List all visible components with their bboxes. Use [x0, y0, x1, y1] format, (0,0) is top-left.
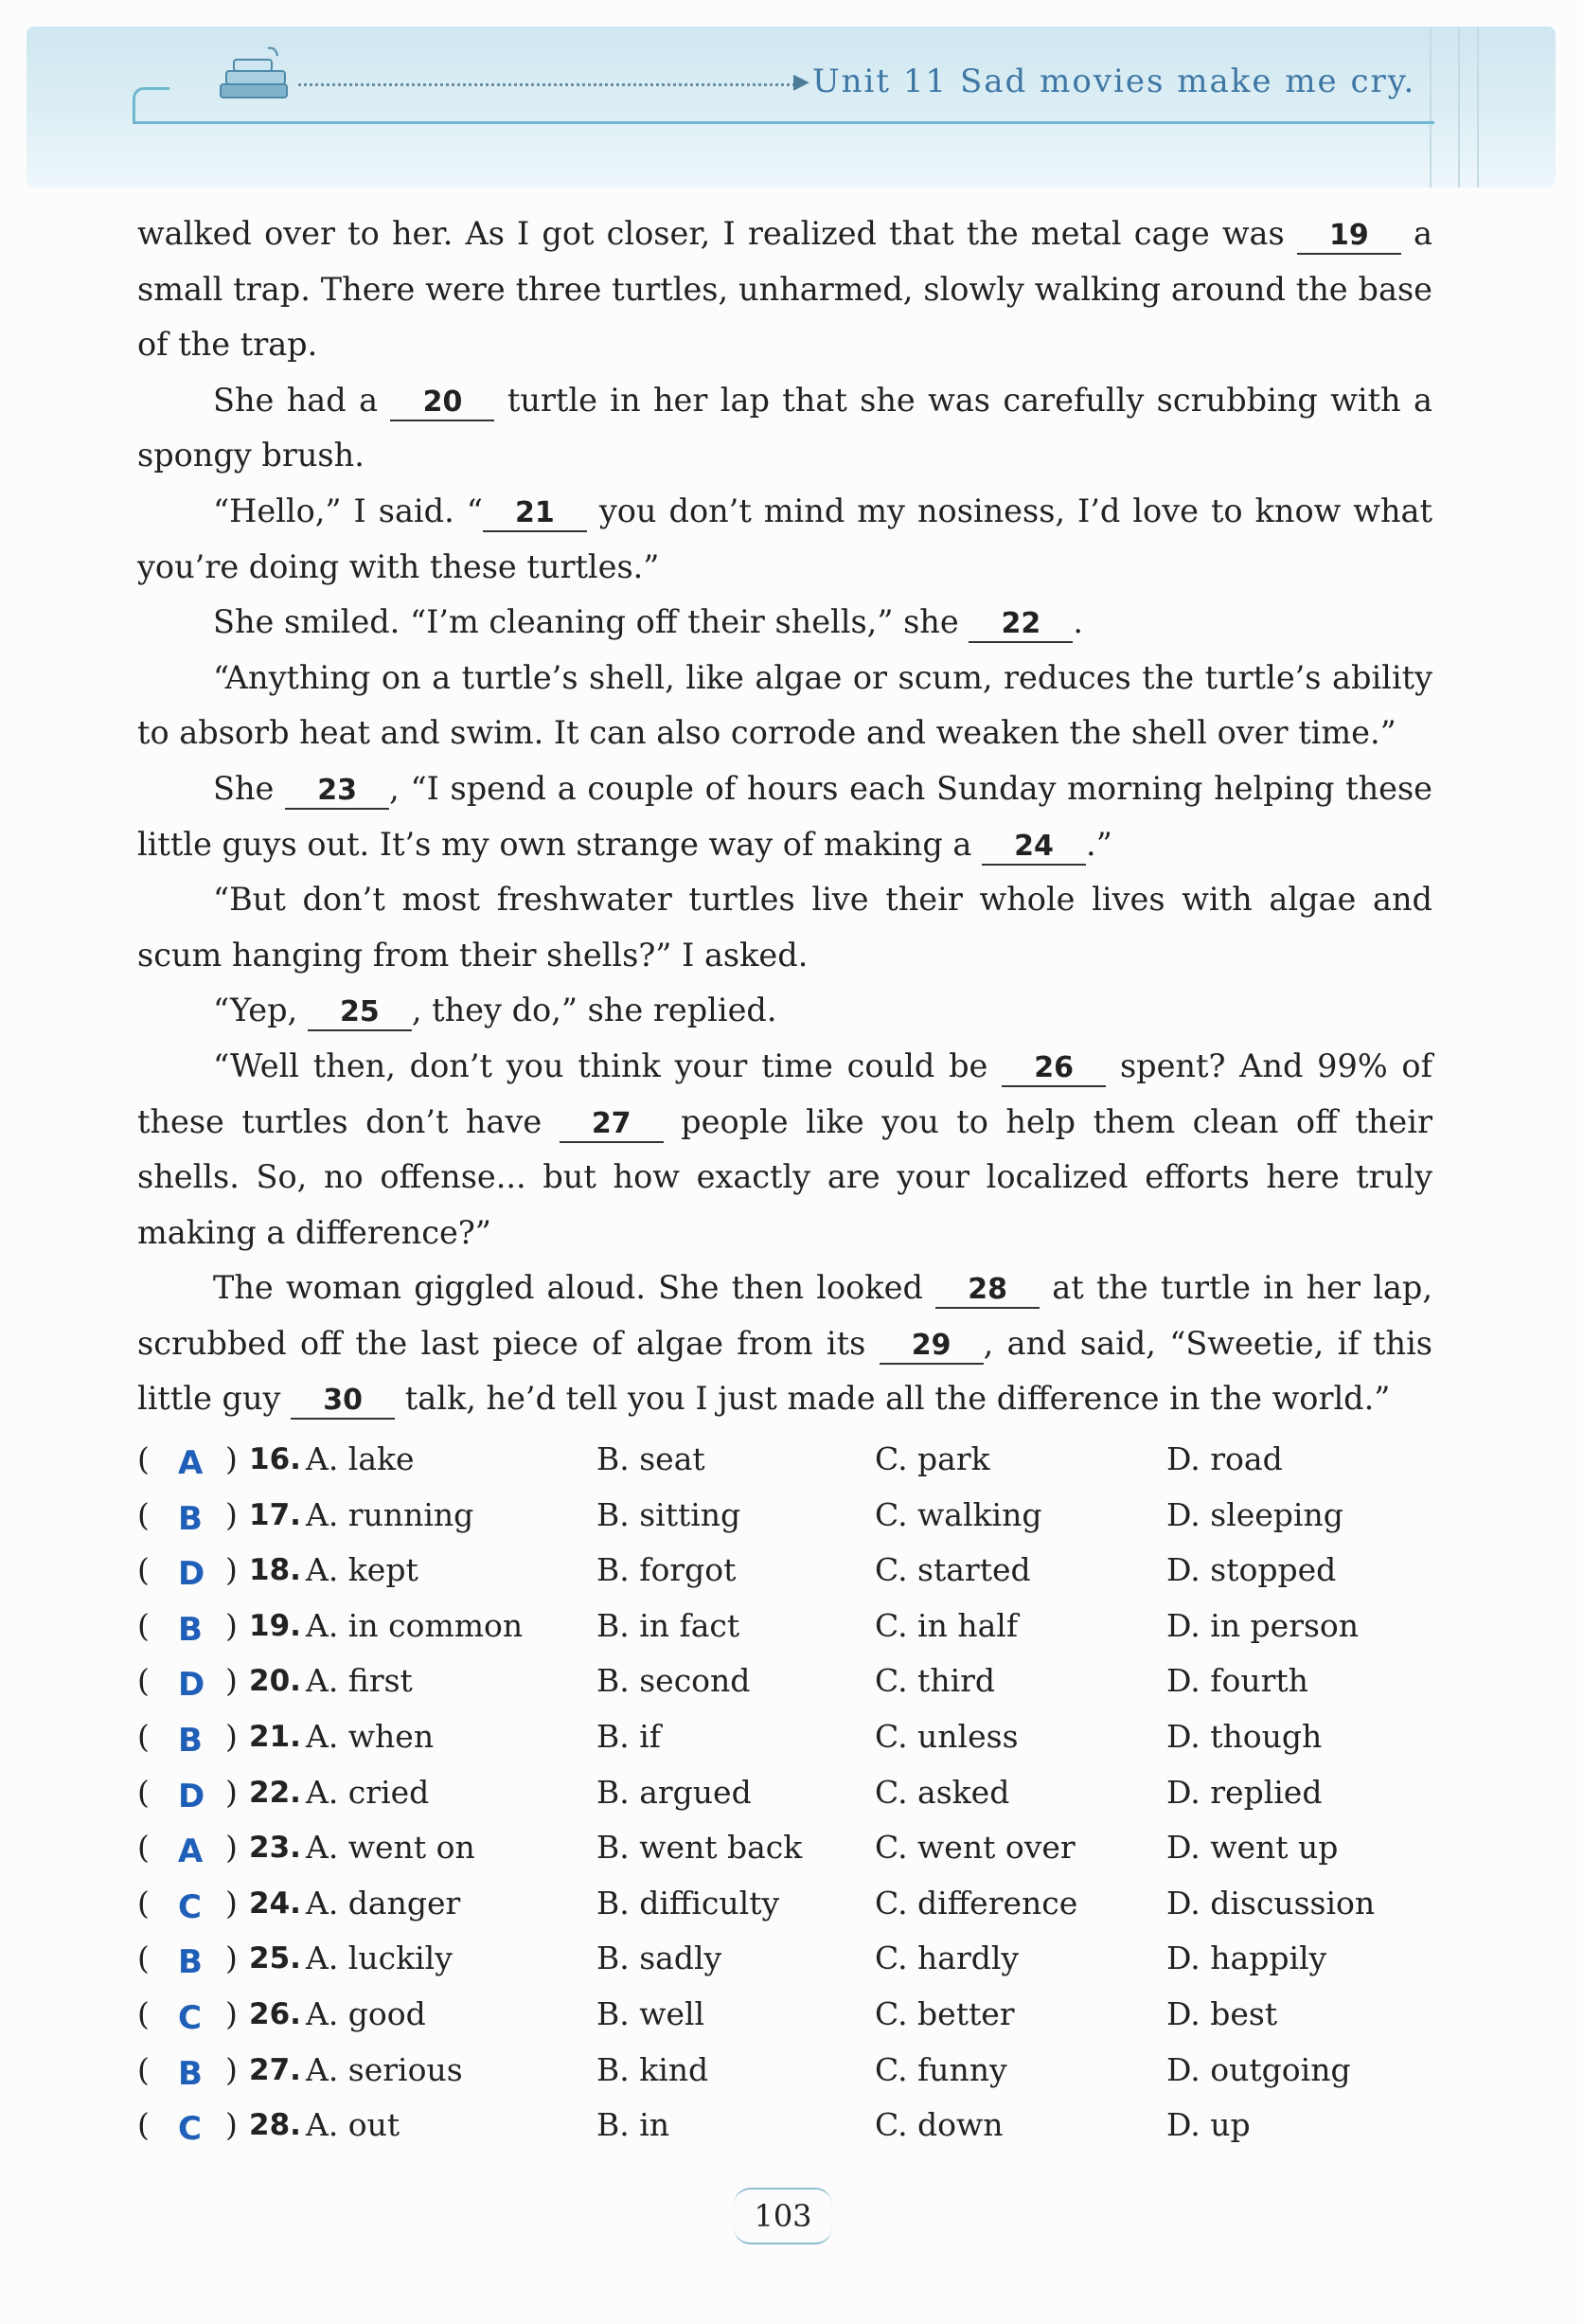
- option-d[interactable]: D. sleeping: [1166, 1495, 1343, 1533]
- question-row: [137, 2044, 1432, 2100]
- passage-text: a small trap. There were three turtles, unharmed, slowly walking around the base of the trap.: [137, 215, 1432, 364]
- open-paren: (: [137, 1662, 150, 1700]
- option-a[interactable]: A. kept: [306, 1551, 418, 1589]
- question-number: 22.: [249, 1775, 301, 1810]
- answer-letter: D: [178, 1555, 205, 1594]
- blank-29[interactable]: 29: [880, 1329, 984, 1365]
- passage-paragraph: [137, 983, 1432, 1039]
- open-paren: (: [137, 2050, 150, 2088]
- close-paren: ): [225, 1440, 238, 1477]
- option-a[interactable]: A. when: [306, 1717, 435, 1755]
- option-b[interactable]: B. in: [596, 2106, 670, 2144]
- question-row: [137, 2099, 1432, 2154]
- open-paren: (: [137, 1440, 150, 1477]
- option-a[interactable]: A. danger: [306, 1884, 461, 1922]
- passage-text: turtle in her lap that she was carefully scrubbing with a spongy brush.: [137, 381, 1432, 474]
- option-b[interactable]: B. if: [596, 1717, 661, 1755]
- option-c[interactable]: C. funny: [875, 2050, 1007, 2088]
- passage-text: She smiled. “I’m cleaning off their shells,” she: [213, 603, 969, 641]
- option-d[interactable]: D. went up: [1166, 1829, 1339, 1867]
- option-a[interactable]: A. out: [306, 2106, 400, 2144]
- option-a[interactable]: A. running: [306, 1495, 474, 1533]
- question-row: [137, 1988, 1432, 2044]
- blank-28[interactable]: 28: [935, 1273, 1040, 1309]
- header-dotted-leader: [298, 83, 795, 86]
- option-b[interactable]: B. second: [596, 1662, 751, 1700]
- close-paren: ): [225, 1829, 238, 1867]
- question-row: [137, 1710, 1432, 1766]
- option-a[interactable]: A. good: [306, 1994, 426, 2032]
- blank-26[interactable]: 26: [1002, 1051, 1106, 1087]
- option-d[interactable]: D. fourth: [1166, 1662, 1308, 1700]
- answer-letter: B: [178, 1610, 203, 1649]
- open-paren: (: [137, 1884, 150, 1922]
- answer-letter: D: [178, 1777, 205, 1815]
- question-number: 24.: [249, 1886, 301, 1921]
- open-paren: (: [137, 1606, 150, 1644]
- option-b[interactable]: B. kind: [596, 2050, 709, 2088]
- question-number: 28.: [249, 2108, 301, 2143]
- passage-text: you don’t mind my nosiness, I’d love to know what you’re doing with these turtles.”: [137, 492, 1432, 585]
- question-number: 23.: [249, 1831, 301, 1866]
- question-row: [137, 1766, 1432, 1822]
- passage-text: , they do,” she replied.: [411, 992, 777, 1029]
- option-d[interactable]: D. outgoing: [1166, 2050, 1351, 2088]
- option-c[interactable]: C. difference: [875, 1884, 1078, 1922]
- option-c[interactable]: C. down: [875, 2106, 1004, 2144]
- option-c[interactable]: C. park: [875, 1440, 990, 1477]
- passage-paragraph: [137, 1039, 1432, 1260]
- close-paren: ): [225, 2106, 238, 2144]
- answer-letter: B: [178, 1943, 203, 1982]
- option-b[interactable]: B. forgot: [596, 1551, 737, 1589]
- answer-letter: D: [178, 1666, 205, 1705]
- option-c[interactable]: C. walking: [875, 1495, 1042, 1533]
- question-row: [137, 1654, 1432, 1710]
- passage-text: at the turtle in her lap, scrubbed off the last piece of algae from its: [137, 1269, 1432, 1362]
- option-a[interactable]: A. cried: [306, 1773, 430, 1811]
- blank-21[interactable]: 21: [483, 496, 587, 532]
- option-d[interactable]: D. in person: [1166, 1606, 1360, 1644]
- option-b[interactable]: B. seat: [596, 1440, 705, 1477]
- blank-23[interactable]: 23: [285, 774, 389, 810]
- close-paren: ): [225, 2050, 238, 2088]
- passage-text: She had a: [213, 381, 391, 419]
- open-paren: (: [137, 1773, 150, 1811]
- passage-paragraph: [137, 872, 1432, 983]
- question-number: 26.: [249, 1996, 301, 2031]
- open-paren: (: [137, 1829, 150, 1867]
- option-b[interactable]: B. sadly: [596, 1940, 722, 1977]
- passage-text: “Hello,” I said. “: [213, 492, 483, 529]
- question-number: 17.: [249, 1497, 301, 1532]
- question-number: 27.: [249, 2052, 301, 2087]
- question-row: [137, 1821, 1432, 1877]
- blank-27[interactable]: 27: [560, 1107, 664, 1143]
- option-b[interactable]: B. sitting: [596, 1495, 741, 1533]
- question-row: [137, 1600, 1432, 1655]
- page-number: 103: [734, 2188, 832, 2244]
- close-paren: ): [225, 1606, 238, 1644]
- option-d[interactable]: D. best: [1166, 1994, 1278, 2032]
- open-paren: (: [137, 2106, 150, 2144]
- question-number: 21.: [249, 1719, 301, 1754]
- passage-paragraph: [137, 595, 1432, 651]
- answer-letter: B: [178, 2054, 203, 2093]
- blank-25[interactable]: 25: [308, 995, 412, 1031]
- question-row: [137, 1433, 1432, 1489]
- passage-paragraph: [137, 651, 1432, 761]
- blank-22[interactable]: 22: [969, 607, 1073, 643]
- passage-text: She: [213, 769, 286, 807]
- books-icon: [213, 43, 298, 109]
- open-paren: (: [137, 1495, 150, 1533]
- option-d[interactable]: D. discussion: [1166, 1884, 1376, 1922]
- blank-19[interactable]: 19: [1297, 219, 1401, 255]
- option-c[interactable]: C. unless: [875, 1717, 1019, 1755]
- passage-paragraph: [137, 206, 1432, 373]
- close-paren: ): [225, 1662, 238, 1700]
- passage-text: talk, he’d tell you I just made all the difference in the world.”: [395, 1380, 1391, 1418]
- option-a[interactable]: A. serious: [306, 2050, 463, 2088]
- unit-title: Unit 11 Sad movies make me cry.: [812, 63, 1416, 100]
- option-c[interactable]: C. third: [875, 1662, 996, 1700]
- passage-text: “But don’t most freshwater turtles live their whole lives with algae and scum hanging from their shells?” I asked.: [137, 881, 1432, 974]
- passage-paragraph: [137, 484, 1432, 595]
- passage-text: walked over to her. As I got closer, I realized that the metal cage was: [137, 215, 1297, 252]
- option-c[interactable]: C. better: [875, 1994, 1015, 2032]
- blank-20[interactable]: 20: [390, 385, 494, 421]
- option-c[interactable]: C. went over: [875, 1829, 1076, 1867]
- question-row: [137, 1544, 1432, 1600]
- question-number: 25.: [249, 1941, 301, 1976]
- open-paren: (: [137, 1551, 150, 1589]
- option-d[interactable]: D. road: [1166, 1440, 1283, 1477]
- question-number: 20.: [249, 1664, 301, 1699]
- option-b[interactable]: B. argued: [596, 1773, 752, 1811]
- question-number: 18.: [249, 1553, 301, 1588]
- option-b[interactable]: B. in fact: [596, 1606, 740, 1644]
- close-paren: ): [225, 1884, 238, 1922]
- answer-letter: C: [178, 1998, 202, 2037]
- passage-paragraph: [137, 1260, 1432, 1427]
- close-paren: ): [225, 1773, 238, 1811]
- passage-text: .: [1073, 603, 1083, 641]
- passage-text: , “I spend a couple of hours each Sunday morning helping these little guys out. It’s my own strange way of making a: [137, 769, 1432, 863]
- option-b[interactable]: B. went back: [596, 1829, 803, 1867]
- cloze-passage: [137, 206, 1432, 1427]
- close-paren: ): [225, 1994, 238, 2032]
- header-hook-line: [133, 87, 169, 124]
- close-paren: ): [225, 1495, 238, 1533]
- option-b[interactable]: B. difficulty: [596, 1884, 780, 1922]
- option-c[interactable]: C. hardly: [875, 1940, 1020, 1977]
- passage-paragraph: [137, 373, 1432, 484]
- answer-letter: A: [178, 1444, 204, 1482]
- question-row: [137, 1932, 1432, 1988]
- question-row: [137, 1489, 1432, 1545]
- blank-30[interactable]: 30: [291, 1384, 395, 1420]
- passage-text: “Anything on a turtle’s shell, like algae or scum, reduces the turtle’s ability to absorb heat and swim. It can also corrode and weaken the shell over time.”: [137, 658, 1432, 752]
- answer-options-list: [137, 1433, 1432, 2154]
- open-paren: (: [137, 1940, 150, 1977]
- question-row: [137, 1877, 1432, 1933]
- close-paren: ): [225, 1940, 238, 1977]
- passage-text: people like you to help them clean off their shells. So, no offense... but how exactly are your localized efforts here truly making a difference?”: [137, 1102, 1432, 1251]
- passage-text: The woman giggled aloud. She then looked: [213, 1269, 936, 1307]
- option-d[interactable]: D. up: [1166, 2106, 1251, 2144]
- option-c[interactable]: C. in half: [875, 1606, 1019, 1644]
- question-number: 16.: [249, 1442, 301, 1476]
- option-a[interactable]: A. went on: [306, 1829, 475, 1867]
- question-number: 19.: [249, 1608, 301, 1643]
- header-divider-line: [1430, 27, 1432, 188]
- answer-letter: C: [178, 2110, 202, 2149]
- option-c[interactable]: C. started: [875, 1551, 1031, 1589]
- option-d[interactable]: D. stopped: [1166, 1551, 1337, 1589]
- passage-text: “Well then, don’t you think your time could be: [213, 1046, 1003, 1084]
- passage-text: “Yep,: [213, 992, 308, 1029]
- option-a[interactable]: A. first: [306, 1662, 413, 1700]
- passage-paragraph: [137, 761, 1432, 872]
- option-a[interactable]: A. luckily: [306, 1940, 453, 1977]
- close-paren: ): [225, 1717, 238, 1755]
- option-c[interactable]: C. asked: [875, 1773, 1010, 1811]
- option-a[interactable]: A. lake: [306, 1440, 415, 1477]
- answer-letter: A: [178, 1832, 204, 1871]
- option-d[interactable]: D. though: [1166, 1717, 1323, 1755]
- answer-letter: B: [178, 1721, 203, 1760]
- close-paren: ): [225, 1551, 238, 1589]
- passage-text: , and said, “Sweetie, if this little guy: [137, 1324, 1432, 1418]
- header-divider-line: [1477, 27, 1479, 188]
- passage-text: .”: [1086, 825, 1112, 863]
- open-paren: (: [137, 1717, 150, 1755]
- open-paren: (: [137, 1994, 150, 2032]
- answer-letter: C: [178, 1887, 202, 1926]
- header-divider-line: [1458, 27, 1460, 188]
- blank-24[interactable]: 24: [982, 830, 1086, 866]
- passage-text: spent? And 99% of these turtles don’t have: [137, 1046, 1432, 1140]
- option-d[interactable]: D. replied: [1166, 1773, 1323, 1811]
- option-a[interactable]: A. in common: [306, 1606, 524, 1644]
- option-d[interactable]: D. happily: [1166, 1940, 1327, 1977]
- answer-letter: B: [178, 1499, 203, 1538]
- arrow-icon: ▶: [793, 70, 809, 94]
- option-b[interactable]: B. well: [596, 1994, 705, 2032]
- header-rule-line: [133, 121, 1434, 124]
